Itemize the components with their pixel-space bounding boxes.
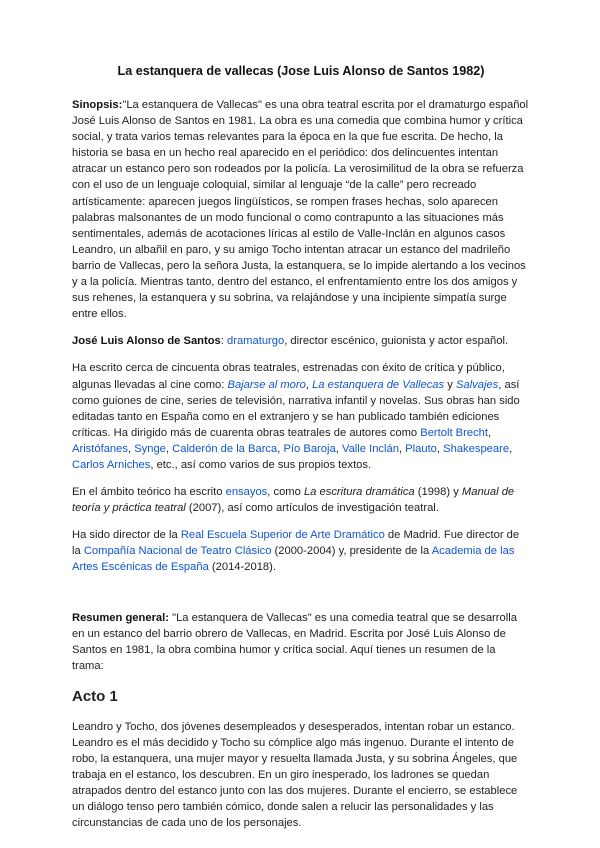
acto1-heading: Acto 1 (72, 687, 118, 705)
author-link-plauto[interactable]: Plauto (405, 442, 437, 455)
director-paragraph: Ha sido director de la Real Escuela Superior de Arte Dramático de Madrid. Fue director de la Compañía Nacional de Teatro Clásico (2000-2004) y, presidente de la Academia de las Artes Escénicas de España (2014-2018). (72, 529, 520, 574)
sinopsis-paragraph (72, 97, 530, 322)
sinopsis-label: Sinopsis: (72, 99, 123, 111)
author-link-synge[interactable]: Synge (134, 442, 166, 455)
theory-paragraph: En el ámbito teórico ha escrito ensayos, como La escritura dramática (1998) y Manual de teoría y práctica teatral (2007), así como artículos de investigación teatral. (72, 486, 515, 515)
author-link-valle-inclan[interactable]: Valle Inclán (341, 442, 399, 455)
resumen-label: Resumen general: (72, 611, 169, 624)
document-page (72, 62, 530, 843)
resumen-paragraph (72, 610, 530, 674)
author-link-aristofanes[interactable]: Aristófanes (72, 442, 128, 455)
cntc-link[interactable]: Compañía Nacional de Teatro Clásico (83, 545, 272, 558)
author-paragraph: José Luis Alonso de Santos: dramaturgo, director escénico, guionista y actor español. (72, 335, 509, 348)
dramaturgo-link[interactable]: dramaturgo (227, 335, 285, 348)
sinopsis-text: "La estanquera de Vallecas" es una obra teatral escrita por el dramaturgo español José Luis Alonso de Santos en 1981. La obra es una comedia que combina humor y crítica social, y trata varios temas relevantes para la época en la que fue escrita. De hecho, la historia se basa en un hecho real aparecido en el periódico: dos delincuentes intentan atracar un estanco pero son rodeados por la policía. La verosimilitud de la obra se refuerza con el uso de un lenguaje coloquial, similar al lenguaje “de la calle” pero recreado artísticamente: aparecen juegos lingüísticos, se rompen frases hechas, solo aparecen palabras malsonantes de un modo funcional o como contrapunto a las situaciones más sentimentales, además de acotaciones líricas al estilo de Valle-Inclán en algunos casos Leandro, un albañil en paro, y su amigo Tocho intentan atracar un estanco del madrileño barrio de Vallecas, pero la señora Justa, la estanquera, se lo impide alertando a los vecinos y a la policía. Mientras tanto, dentro del estanco, el enfrentamiento entre los dos amigos y sus rehenes, la estanquera y su sobrina, va relajándose y una incipiente simpatía surge entre ellos. (72, 99, 529, 321)
author-link-baroja[interactable]: Pío Baroja (283, 442, 336, 455)
author-link-brecht[interactable]: Bertolt Brecht (420, 426, 489, 439)
work-link-la-estanquera[interactable]: La estanquera de Vallecas (312, 378, 445, 391)
book-title-escritura-dramatica: La escritura dramática (303, 486, 415, 499)
author-link-shakespeare[interactable]: Shakespeare (443, 442, 510, 455)
resumen-text: "La estanquera de Vallecas" es una comedia teatral que se desarrolla en un estanco del barrio obrero de Vallecas, en Madrid. Escrita por José Luis Alonso de Santos en 1981, la obra combina humor y crítica social. Aquí tienes un resumen de la trama: (72, 611, 517, 672)
works-paragraph: Ha escrito cerca de cincuenta obras teatrales, estrenadas con éxito de crítica y público, algunas llevadas al cine como: Bajarse al moro, La estanquera de Vallecas y Salvajes, así como guiones de cine, series de televisión, narrativa infantil y novelas. Sus obras han sido editadas tanto en España como en el extranjero y se han publicado también ediciones críticas. Ha dirigido más de cuarenta obras teatrales de autores como Bertolt Brecht, Aristófanes, Synge, Calderón de la Barca, Pío Baroja, Valle Inclán, Plauto, Shakespeare, Carlos Arniches, etc., así como varios de sus propios textos. (72, 362, 520, 471)
blank-line (72, 587, 530, 610)
academia-link[interactable]: Academia de las Artes Escénicas de España (72, 545, 515, 574)
resad-link[interactable]: Real Escuela Superior de Arte Dramático (180, 529, 385, 542)
work-link-bajarse-al-moro[interactable]: Bajarse al moro (227, 378, 306, 391)
author-name: José Luis Alonso de Santos (72, 335, 221, 348)
work-link-salvajes[interactable]: Salvajes (455, 378, 499, 391)
document-title: La estanquera de vallecas (Jose Luis Alonso de Santos 1982) (117, 64, 485, 78)
ensayos-link[interactable]: ensayos (225, 486, 268, 499)
acto1-paragraph: Leandro y Tocho, dos jóvenes desempleados y desesperados, intentan robar un estanco. Leandro es el más decidido y Tocho su cómplice algo más ingenuo. Durante el intento de robo, la estanquera, una mujer mayor y resuelta llamada Justa, y su sobrina Ángeles, que trabaja en el estanco, los descubren. En un giro inesperado, los ladrones se quedan atrapados dentro del estanco junto con las dos mujeres. Durante el encierro, se establece un diálogo tenso pero también cómico, donde salen a relucir las personalidades y las circunstancias de cada uno de los personajes. (72, 720, 518, 830)
author-link-calderon[interactable]: Calderón de la Barca (172, 442, 278, 455)
book-title-manual: Manual de teoría y práctica teatral (72, 486, 515, 515)
author-link-arniches[interactable]: Carlos Arniches (72, 458, 151, 471)
